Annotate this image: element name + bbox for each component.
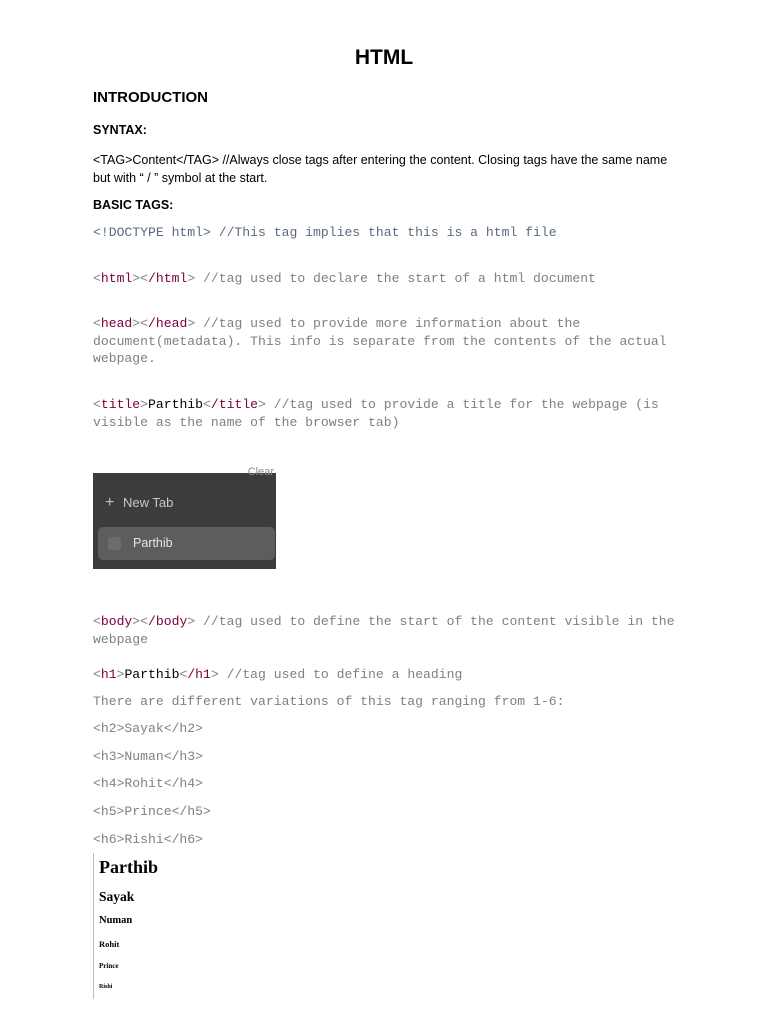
html-open-tag: html <box>100 271 133 286</box>
title-tag-content: Parthib <box>148 397 204 412</box>
title-tag-line: <title>Parthib</title> //tag used to provide a title for the webpage (is visible as the name of the browser tab) <box>93 397 667 430</box>
body-tag-comment: //tag used to define the start of the content visible in the webpage <box>93 614 683 647</box>
heading-example: <h6>Rishi</h6> <box>93 832 204 847</box>
basic-tags-heading: BASIC TAGS: <box>93 198 174 212</box>
head-close-tag: /head <box>148 316 188 331</box>
variations-text: There are different variations of this tag ranging from 1-6: <box>93 694 565 709</box>
html-tag-comment: //tag used to declare the start of a html document <box>195 271 596 286</box>
heading-example: <h3>Numan</h3> <box>93 749 204 764</box>
body-close-tag: /body <box>148 614 188 629</box>
clear-label: Clear <box>247 466 274 478</box>
doctype-line: <!DOCTYPE html> //This tag implies that this is a html file <box>93 225 557 240</box>
browser-tab-screenshot <box>93 466 276 569</box>
introduction-heading: INTRODUCTION <box>93 89 208 106</box>
new-tab-item <box>105 495 173 511</box>
body-tag-line: <body></body> //tag used to define the start of the content visible in the webpage <box>93 614 683 647</box>
h1-tag-comment: //tag used to define a heading <box>218 667 463 682</box>
rendered-headings <box>93 853 214 999</box>
body-open-tag: body <box>100 614 133 629</box>
rendered-h1: Parthib <box>99 857 159 877</box>
page-title: HTML <box>354 46 414 69</box>
h1-open-tag: h1 <box>100 667 117 682</box>
html-tag-line: <html></html> //tag used to declare the start of a html document <box>93 271 596 286</box>
syntax-heading: SYNTAX: <box>93 123 147 137</box>
title-open-tag: title <box>100 397 141 412</box>
html-close-tag: /html <box>148 271 188 286</box>
heading-example: <h4>Rohit</h4> <box>93 776 204 791</box>
title-tag-comment: //tag used to provide a title for the webpage (is visible as the name of the browser tab) <box>93 397 667 430</box>
rendered-h3: Numan <box>99 915 133 926</box>
favicon-icon <box>108 537 121 550</box>
syntax-text: <TAG>Content</TAG> //Always close tags after entering the content. Closing tags have the same name but with “ / ” symbol at the start. <box>93 153 668 185</box>
rendered-h4: Rohit <box>99 939 120 949</box>
heading-example: <h2>Sayak</h2> <box>93 721 204 736</box>
h1-tag-content: Parthib <box>124 667 180 682</box>
tab-title: Parthib <box>133 536 173 550</box>
head-tag-comment: //tag used to provide more information about the document(metadata). This info is separate from the contents of the actual webpage. <box>93 316 675 366</box>
plus-icon: + <box>105 494 115 511</box>
h1-tag-line: <h1>Parthib</h1> //tag used to define a heading <box>93 667 463 682</box>
active-tab <box>98 527 275 560</box>
rendered-h2: Sayak <box>99 889 135 904</box>
head-open-tag: head <box>100 316 133 331</box>
h1-close-tag: /h1 <box>187 667 211 682</box>
title-close-tag: /title <box>210 397 259 412</box>
new-tab-label: New Tab <box>123 495 174 510</box>
rendered-h6: Rishi <box>99 984 113 990</box>
head-tag-line: <head></head> //tag used to provide more information about the document(metadata). This info is separate from the contents of the actual webpage. <box>93 316 675 366</box>
rendered-h5: Prince <box>99 962 119 970</box>
heading-example: <h5>Prince</h5> <box>93 804 211 819</box>
